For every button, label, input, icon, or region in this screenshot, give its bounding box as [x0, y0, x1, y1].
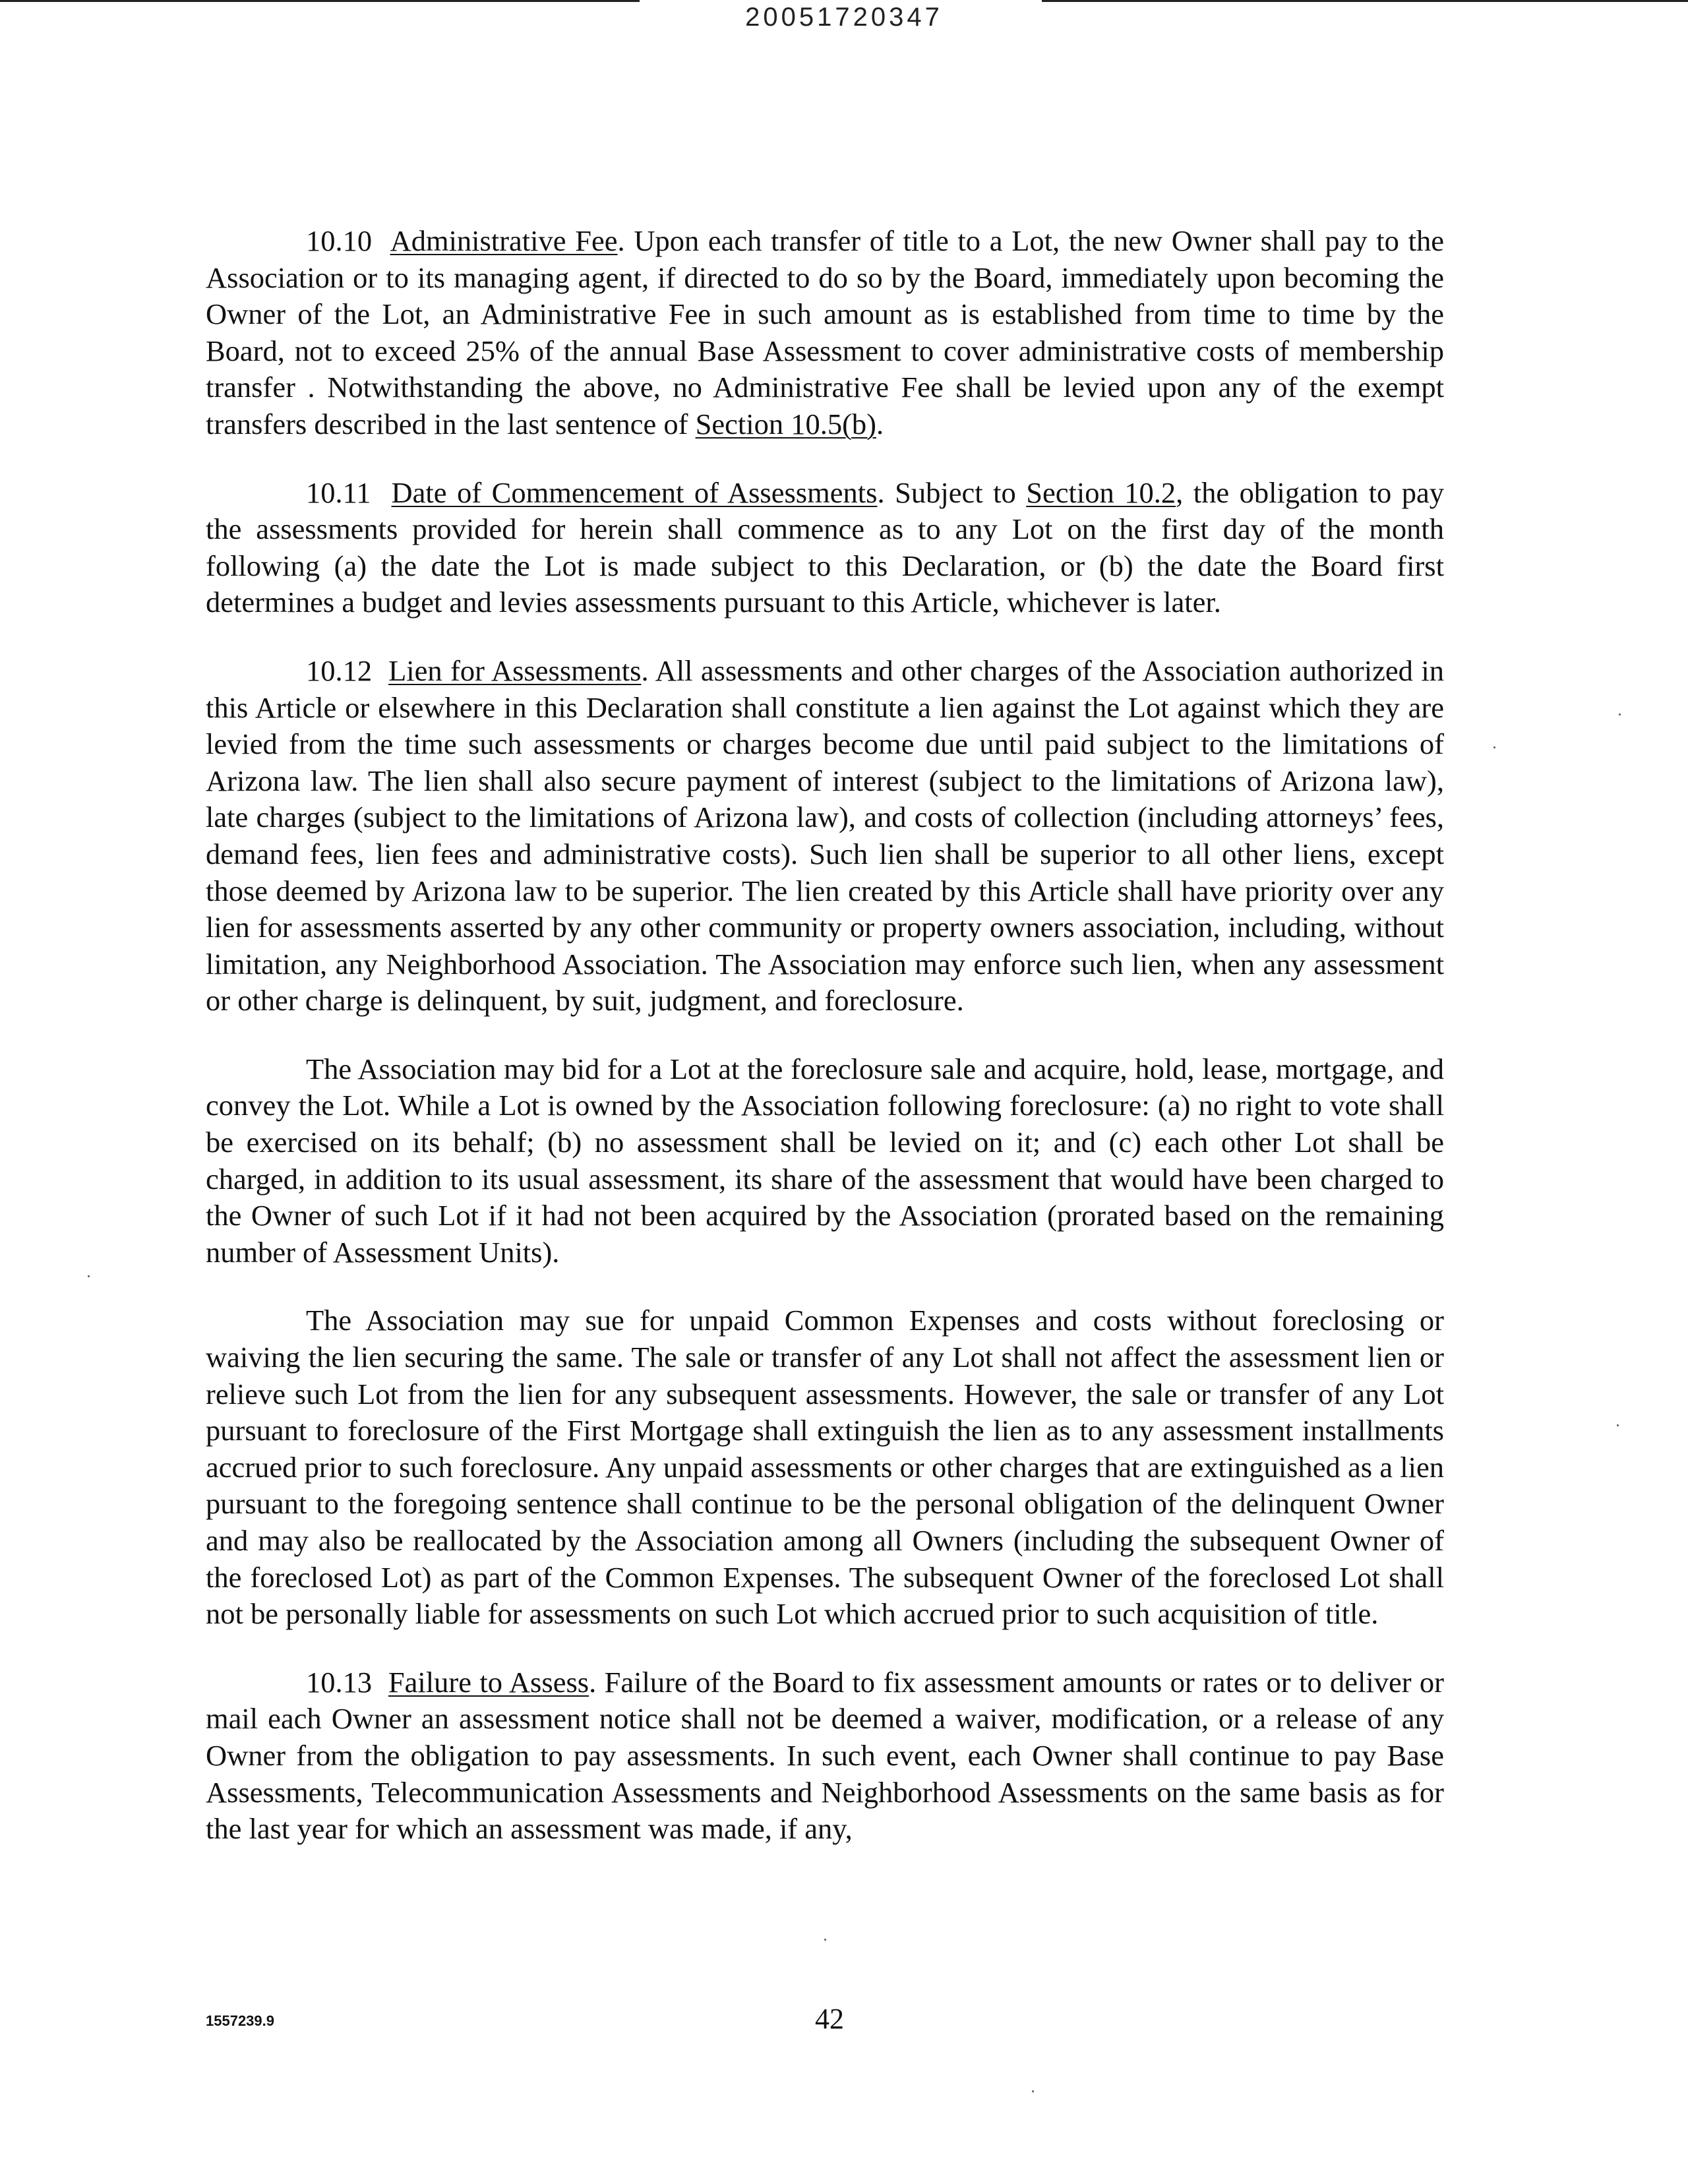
- section-10-13: [206, 1664, 1444, 1848]
- section-reference: Section 10.2: [1026, 475, 1176, 509]
- page-number: 42: [815, 2003, 844, 2035]
- document-id: 1557239.9: [206, 2013, 274, 2029]
- section-heading: Date of Commencement of Assessments: [391, 475, 878, 509]
- section-10-10: [206, 223, 1444, 443]
- section-number: 10.13: [306, 1665, 373, 1699]
- scan-speck: [1617, 1424, 1619, 1426]
- scan-speck: [1619, 713, 1621, 715]
- scan-speck: [824, 1939, 826, 1941]
- section-reference: Section 10.5(b): [695, 407, 876, 440]
- section-text: . Subject to: [877, 475, 1027, 509]
- section-number: 10.12: [306, 653, 373, 687]
- top-border-right: [1042, 0, 1688, 2]
- section-heading: Failure to Assess: [388, 1665, 589, 1699]
- section-text: . Upon each transfer of title to a Lot, the new Owner shall pay to the Association or to its managing agent, if directed to do so by the Board, immediately upon becoming the Owner of the Lot, an Administrative Fee in such amount as is established from time to time by the Board, not to exceed 25% of the annual Base Assessment to cover administrative costs of membership transfer . Notwithstanding the above, no Administrative Fee shall be levied upon any of the exempt transfers described in the last sentence of: [206, 224, 1444, 440]
- recording-number: 20051720347: [745, 3, 943, 32]
- scan-speck: [1493, 746, 1495, 748]
- section-number: 10.10: [306, 224, 373, 257]
- paragraph-unpaid-expenses: The Association may sue for unpaid Common Expenses and costs without foreclosing or waiving the lien securing the same. The sale or transfer of any Lot shall not affect the assessment lien or relieve such Lot from the lien for any subsequent assessments. However, the sale or transfer of any Lot pursuant to foreclosure of the First Mortgage shall extinguish the lien as to any assessment installments accrued prior to such foreclosure. Any unpaid assessments or other charges that are extinguished as a lien pursuant to the foregoing sentence shall continue to be the personal obligation of the delinquent Owner and may also be reallocated by the Association among all Owners (including the subsequent Owner of the foreclosed Lot) as part of the Common Expenses. The subsequent Owner of the foreclosed Lot shall not be personally liable for assessments on such Lot which accrued prior to such acquisition of title.: [206, 1304, 1444, 1631]
- section-tail: .: [876, 407, 884, 440]
- section-text: . All assessments and other charges of the Association authorized in this Article or elsewhere in this Declaration shall constitute a lien against the Lot against which they are levied from the time such assessments or charges become due until paid subject to the limitations of Arizona law. The lien shall also secure payment of interest (subject to the limitations of Arizona law), late charges (subject to the limitations of Arizona law), and costs of collection (including attorneys’ fees, demand fees, lien fees and administrative costs). Such lien shall be superior to all other liens, except those deemed by Arizona law to be superior. The lien created by this Article shall have priority over any lien for assessments asserted by any other community or property owners association, including, without limitation, any Neighborhood Association. The Association may enforce such lien, when any assessment or other charge is delinquent, by suit, judgment, and foreclosure.: [206, 653, 1444, 1017]
- section-heading: Administrative Fee: [390, 224, 618, 257]
- paragraph-foreclosure-bid: The Association may bid for a Lot at the foreclosure sale and acquire, hold, lease, mortgage, and convey the Lot. While a Lot is owned by the Association following foreclosure: (a) no right to vote shall be exercised on its behalf; (b) no assessment shall be levied on it; and (c) each other Lot shall be charged, in addition to its usual assessment, its share of the assessment that would have been charged to the Owner of such Lot if it had not been acquired by the Association (prorated based on the remaining number of Assessment Units).: [206, 1052, 1444, 1269]
- document-body: [206, 223, 1444, 1848]
- section-10-12: [206, 653, 1444, 1019]
- section-10-11: [206, 475, 1444, 621]
- section-tail: , the obligation to pay the assessments provided for herein shall commence as to any Lot on the first day of the month following (a) the date the Lot is made subject to this Declaration, or (b) the date the Board first determines a budget and levies assessments pursuant to this Article, whichever is later.: [206, 475, 1445, 619]
- scan-speck: [1032, 2090, 1034, 2092]
- section-number: 10.11: [306, 475, 371, 509]
- top-border-left: [0, 0, 640, 2]
- scan-speck: [88, 1275, 90, 1277]
- section-heading: Lien for Assessments: [388, 653, 642, 687]
- section-text: . Failure of the Board to fix assessment amounts or rates or to deliver or mail each Owner an assessment notice shall not be deemed a waiver, modification, or a release of any Owner from the obligation to pay assessments. In such event, each Owner shall continue to pay Base Assessments, Telecommunication Assessments and Neighborhood Assessments on the same basis as for the last year for which an assessment was made, if any,: [206, 1665, 1444, 1846]
